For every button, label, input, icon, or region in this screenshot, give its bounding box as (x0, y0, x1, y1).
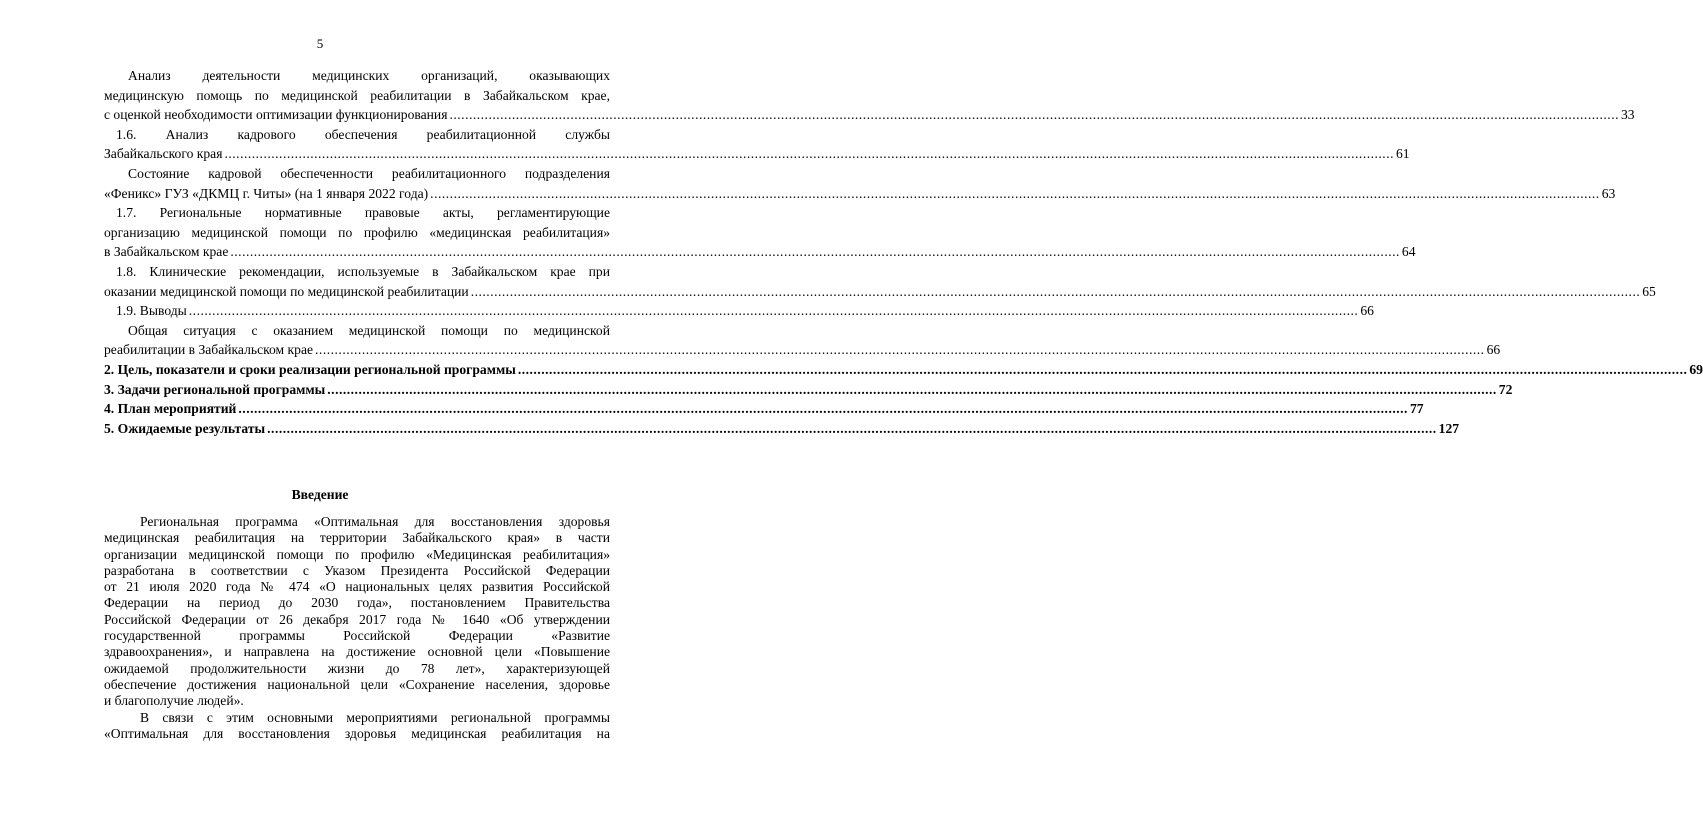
toc-page-number: 61 (1396, 146, 1410, 162)
toc-entry-line: Общая ситуация с оказанием медицинской помощи по медицинской (128, 322, 610, 338)
paragraph-line: и благополучие людей». (104, 693, 244, 709)
paragraph-line: обеспечение достижения национальной цели «Сохранение населения, здоровье (104, 676, 610, 692)
paragraph-line: ожидаемой продолжительности жизни до 78 лет», характеризующей (104, 660, 610, 676)
paragraph-line: «Оптимальная для восстановления здоровья медицинская реабилитация на (104, 725, 610, 741)
toc-entry[interactable] (104, 360, 1703, 380)
toc-entry-line: 1.6. Анализ кадрового обеспечения реабилитационной службы (116, 126, 610, 142)
toc-entry-title: 1.9. Выводы (116, 303, 187, 319)
toc-entry-title: 3. Задачи региональной программы (104, 381, 326, 397)
toc-entry[interactable] (104, 262, 1656, 301)
paragraph-line: Федерации на период до 2030 года», постановлением Правительства (104, 595, 610, 611)
toc-entry-line: 1.8. Клинические рекомендации, используемые в Забайкальском крае при (116, 263, 610, 279)
toc-leader-dots: ............................................................................................................................................................................................................................................................................................................ (517, 361, 1688, 377)
section-heading: Введение (291, 487, 349, 502)
table-of-contents (104, 66, 1703, 438)
toc-entry-title: оказании медицинской помощи по медицинской реабилитации (104, 283, 469, 299)
toc-leader-dots: ............................................................................................................................................................................................................................................................................................................ (238, 401, 1408, 417)
paragraph-line: разработана в соответствии с Указом Президента Российской Федерации (104, 562, 610, 578)
toc-page-number: 64 (1401, 244, 1416, 260)
toc-page-number: 127 (1438, 420, 1460, 436)
toc-page-number: 65 (1642, 283, 1656, 299)
toc-entry-title: 5. Ожидаемые результаты (104, 420, 266, 436)
toc-entry-title: с оценкой необходимости оптимизации функционирования (104, 107, 448, 123)
toc-entry-line: медицинскую помощь по медицинской реабилитации в Забайкальском крае, (104, 87, 610, 103)
toc-entry-line: Анализ деятельности медицинских организаций, оказывающих (128, 68, 610, 83)
toc-entry-title: «Феникс» ГУЗ «ДКМЦ г. Читы» (на 1 января 2022 года) (104, 185, 429, 201)
toc-entry-title: реабилитации в Забайкальском крае (104, 342, 314, 358)
toc-entry[interactable] (104, 380, 1513, 400)
toc-entry-line: Состояние кадровой обеспеченности реабилитационного подразделения (128, 165, 610, 181)
toc-entry[interactable] (104, 301, 1374, 321)
toc-entry[interactable] (104, 419, 1460, 439)
toc-page-number: 72 (1498, 381, 1513, 397)
toc-leader-dots: ............................................................................................................................................................................................................................................................................................................ (230, 244, 1400, 260)
toc-entry[interactable] (104, 164, 1616, 203)
toc-page-number: 66 (1360, 303, 1374, 319)
toc-page-number: 33 (1621, 107, 1635, 123)
paragraph-line: Региональная программа «Оптимальная для восстановления здоровья (140, 514, 610, 529)
paragraph-line: государственной программы Российской Федерации «Развитие (104, 628, 610, 644)
toc-entry-title: Забайкальского края (104, 146, 223, 162)
toc-entry-line: 1.7. Региональные нормативные правовые акты, регламентирующие (116, 205, 610, 221)
toc-page-number: 66 (1486, 342, 1501, 358)
toc-entry[interactable] (104, 399, 1424, 419)
toc-entry[interactable] (104, 66, 1635, 125)
introduction-body (104, 514, 610, 742)
toc-page-number: 69 (1689, 361, 1703, 377)
toc-entry-title: 2. Цель, показатели и сроки реализации региональной программы (104, 361, 516, 377)
toc-entry-line: организацию медицинской помощи по профилю «медицинская реабилитация» (104, 224, 610, 240)
toc-leader-dots: ............................................................................................................................................................................................................................................................................................................ (327, 381, 1497, 397)
toc-page-number: 77 (1409, 401, 1424, 417)
toc-entry-title: в Забайкальском крае (104, 244, 229, 260)
toc-entry[interactable] (104, 321, 1501, 360)
paragraph-line: Российской Федерации от 26 декабря 2017 года № 1640 «Об утверждении (104, 611, 610, 627)
page-number: 5 (316, 36, 324, 51)
paragraph (104, 710, 610, 743)
paragraph-line: от 21 июля 2020 года № 474 «О национальных целях развития Российской (104, 579, 610, 595)
toc-leader-dots: ............................................................................................................................................................................................................................................................................................................ (470, 283, 1641, 299)
toc-leader-dots: ............................................................................................................................................................................................................................................................................................................ (224, 146, 1394, 162)
paragraph-line: В связи с этим основными мероприятиями региональной программы (140, 709, 610, 725)
toc-page-number: 63 (1601, 185, 1616, 201)
paragraph (104, 514, 610, 710)
toc-entry[interactable] (104, 125, 1410, 164)
toc-leader-dots: ............................................................................................................................................................................................................................................................................................................ (449, 107, 1619, 123)
toc-entry[interactable] (104, 203, 1416, 262)
toc-entry-title: 4. План мероприятий (104, 401, 237, 417)
toc-leader-dots: ............................................................................................................................................................................................................................................................................................................ (188, 303, 1359, 319)
paragraph-line: здравоохранения», и направлена на достижение основной цели «Повышение (104, 644, 610, 660)
paragraph-line: медицинская реабилитация на территории Забайкальского края» в части (104, 530, 610, 546)
toc-leader-dots: ............................................................................................................................................................................................................................................................................................................ (315, 342, 1485, 358)
toc-leader-dots: ............................................................................................................................................................................................................................................................................................................ (267, 420, 1437, 436)
toc-leader-dots: ............................................................................................................................................................................................................................................................................................................ (430, 185, 1600, 201)
paragraph-line: организации медицинской помощи по профилю «Медицинская реабилитация» (104, 546, 610, 562)
